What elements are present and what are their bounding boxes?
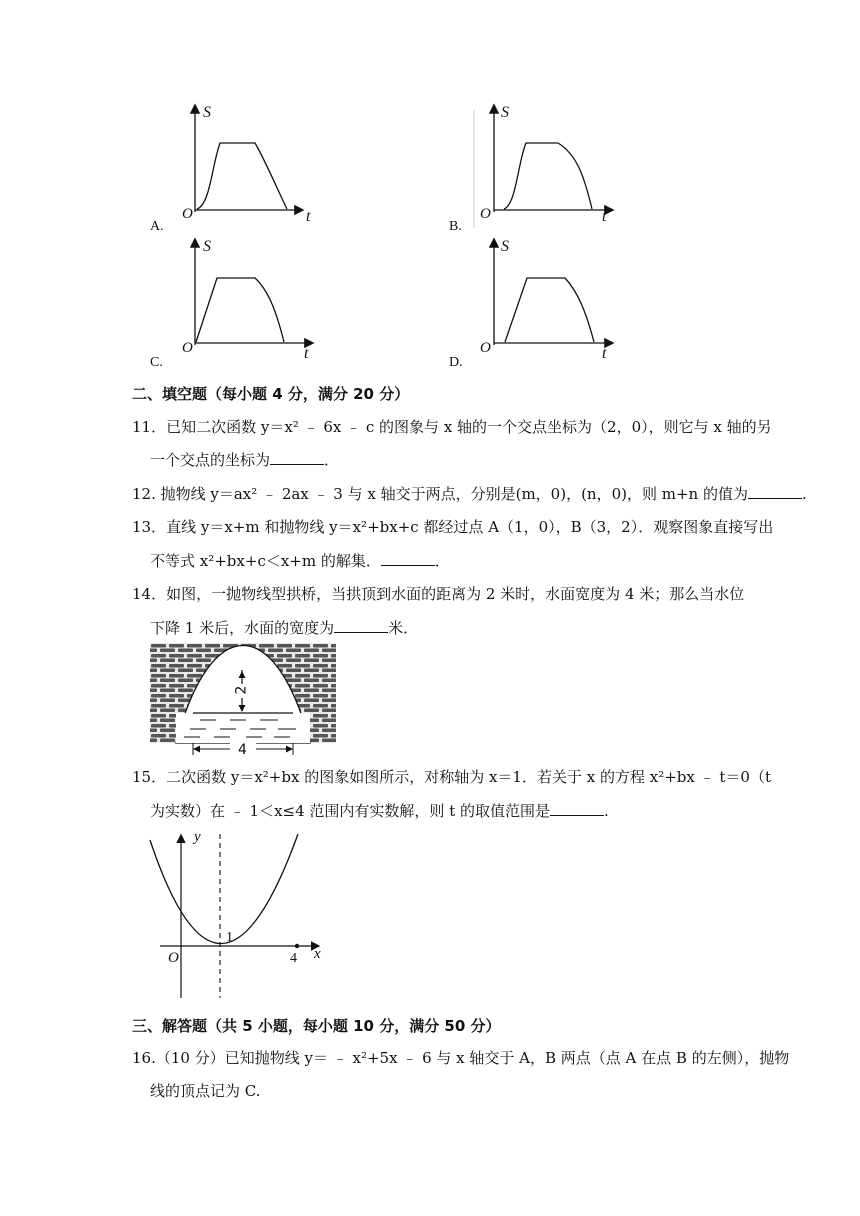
- option-a-label: A.: [150, 219, 164, 234]
- q14-line2: [150, 618, 418, 638]
- q11-line1: 11．已知二次函数 y＝x² ﹣ 6x ﹣ c 的图象与 x 轴的一个交点坐标为（2，0），则它与 x 轴的另: [132, 418, 772, 436]
- q14-end: 米．: [388, 619, 419, 637]
- q16-line1: 16.（10 分）已知抛物线 y＝ ﹣ x²+5x ﹣ 6 与 x 轴交于 A，B 两点（点 A 在点 B 的左侧），抛物: [132, 1049, 790, 1067]
- graph-b-x-label: t: [602, 208, 607, 225]
- q15-end: .: [604, 802, 609, 820]
- q12-line: [132, 484, 807, 504]
- q12-end: .: [801, 485, 807, 503]
- parabola-x-label: x: [314, 946, 321, 962]
- parabola-tick-1: 1: [226, 930, 233, 945]
- q13-answer-blank[interactable]: [381, 551, 435, 566]
- arch-bridge-figure: [150, 643, 336, 758]
- q13-line1: 13．直线 y＝x+m 和抛物线 y＝x²+bx+c 都经过点 A（1，0），B（3，2）．观察图象直接写出: [132, 518, 774, 536]
- q11-answer-blank[interactable]: [270, 450, 324, 465]
- q12-answer-blank[interactable]: [748, 484, 802, 499]
- q15-answer-blank[interactable]: [550, 801, 604, 816]
- q11-end: ．: [324, 451, 340, 469]
- graph-b-y-label: S: [501, 104, 509, 121]
- graph-b: [474, 106, 612, 228]
- parabola-graph: [140, 830, 330, 1000]
- q15-text: 为实数）在 ﹣ 1＜x≤4 范围内有实数解，则 t 的取值范围是: [150, 802, 550, 820]
- graph-c-origin: O: [182, 340, 193, 356]
- graph-c-x-label: t: [304, 345, 309, 362]
- graph-a-origin: O: [182, 206, 193, 222]
- q13-line2: [150, 551, 450, 571]
- bridge-height-label: 2: [233, 685, 250, 695]
- q15-line2: [150, 801, 609, 821]
- q11-line2: [150, 450, 339, 470]
- graph-a: [195, 106, 302, 212]
- graph-b-origin: O: [480, 206, 491, 222]
- q14-answer-blank[interactable]: [334, 618, 388, 633]
- graph-d: [494, 240, 612, 345]
- q14-line1: 14．如图，一抛物线型拱桥，当拱顶到水面的距离为 2 米时，水面宽度为 4 米；那么当水位: [132, 585, 745, 603]
- graph-d-x-label: t: [602, 345, 607, 362]
- graph-c: [195, 240, 312, 345]
- q12-text: 12. 抛物线 y＝ax² ﹣ 2ax ﹣ 3 与 x 轴交于两点，分别是(m，0)，(n，0)，则 m+n 的值为: [132, 485, 748, 503]
- q13-text: 不等式 x²+bx+c＜x+m 的解集．: [150, 552, 381, 570]
- bridge-width-label: 4: [238, 742, 247, 758]
- q16-line2: 线的顶点记为 C.: [150, 1082, 261, 1100]
- parabola-tick-4: 4: [290, 951, 297, 966]
- graph-d-y-label: S: [501, 238, 509, 255]
- q11-text: 一个交点的坐标为: [150, 451, 271, 469]
- parabola-y-label: y: [194, 829, 201, 845]
- q15-line1: 15．二次函数 y＝x²+bx 的图象如图所示，对称轴为 x＝1．若关于 x 的方程 x²+bx ﹣ t＝0（t: [132, 768, 771, 786]
- graph-a-x-label: t: [306, 208, 311, 225]
- graph-d-origin: O: [480, 340, 491, 356]
- option-b-label: B.: [449, 219, 462, 234]
- parabola-origin: O: [168, 950, 179, 966]
- q13-end: ．: [434, 552, 450, 570]
- option-c-label: C.: [150, 355, 163, 370]
- section-2-heading: 二、填空题（每小题 4 分，满分 20 分）: [132, 385, 410, 403]
- option-d-label: D.: [449, 355, 463, 370]
- graph-a-y-label: S: [203, 104, 211, 121]
- graph-c-y-label: S: [203, 238, 211, 255]
- q14-text: 下降 1 米后，水面的宽度为: [150, 619, 335, 637]
- option-graphs: [0, 0, 860, 380]
- section-3-heading: 三、解答题（共 5 小题，每小题 10 分，满分 50 分）: [132, 1017, 501, 1035]
